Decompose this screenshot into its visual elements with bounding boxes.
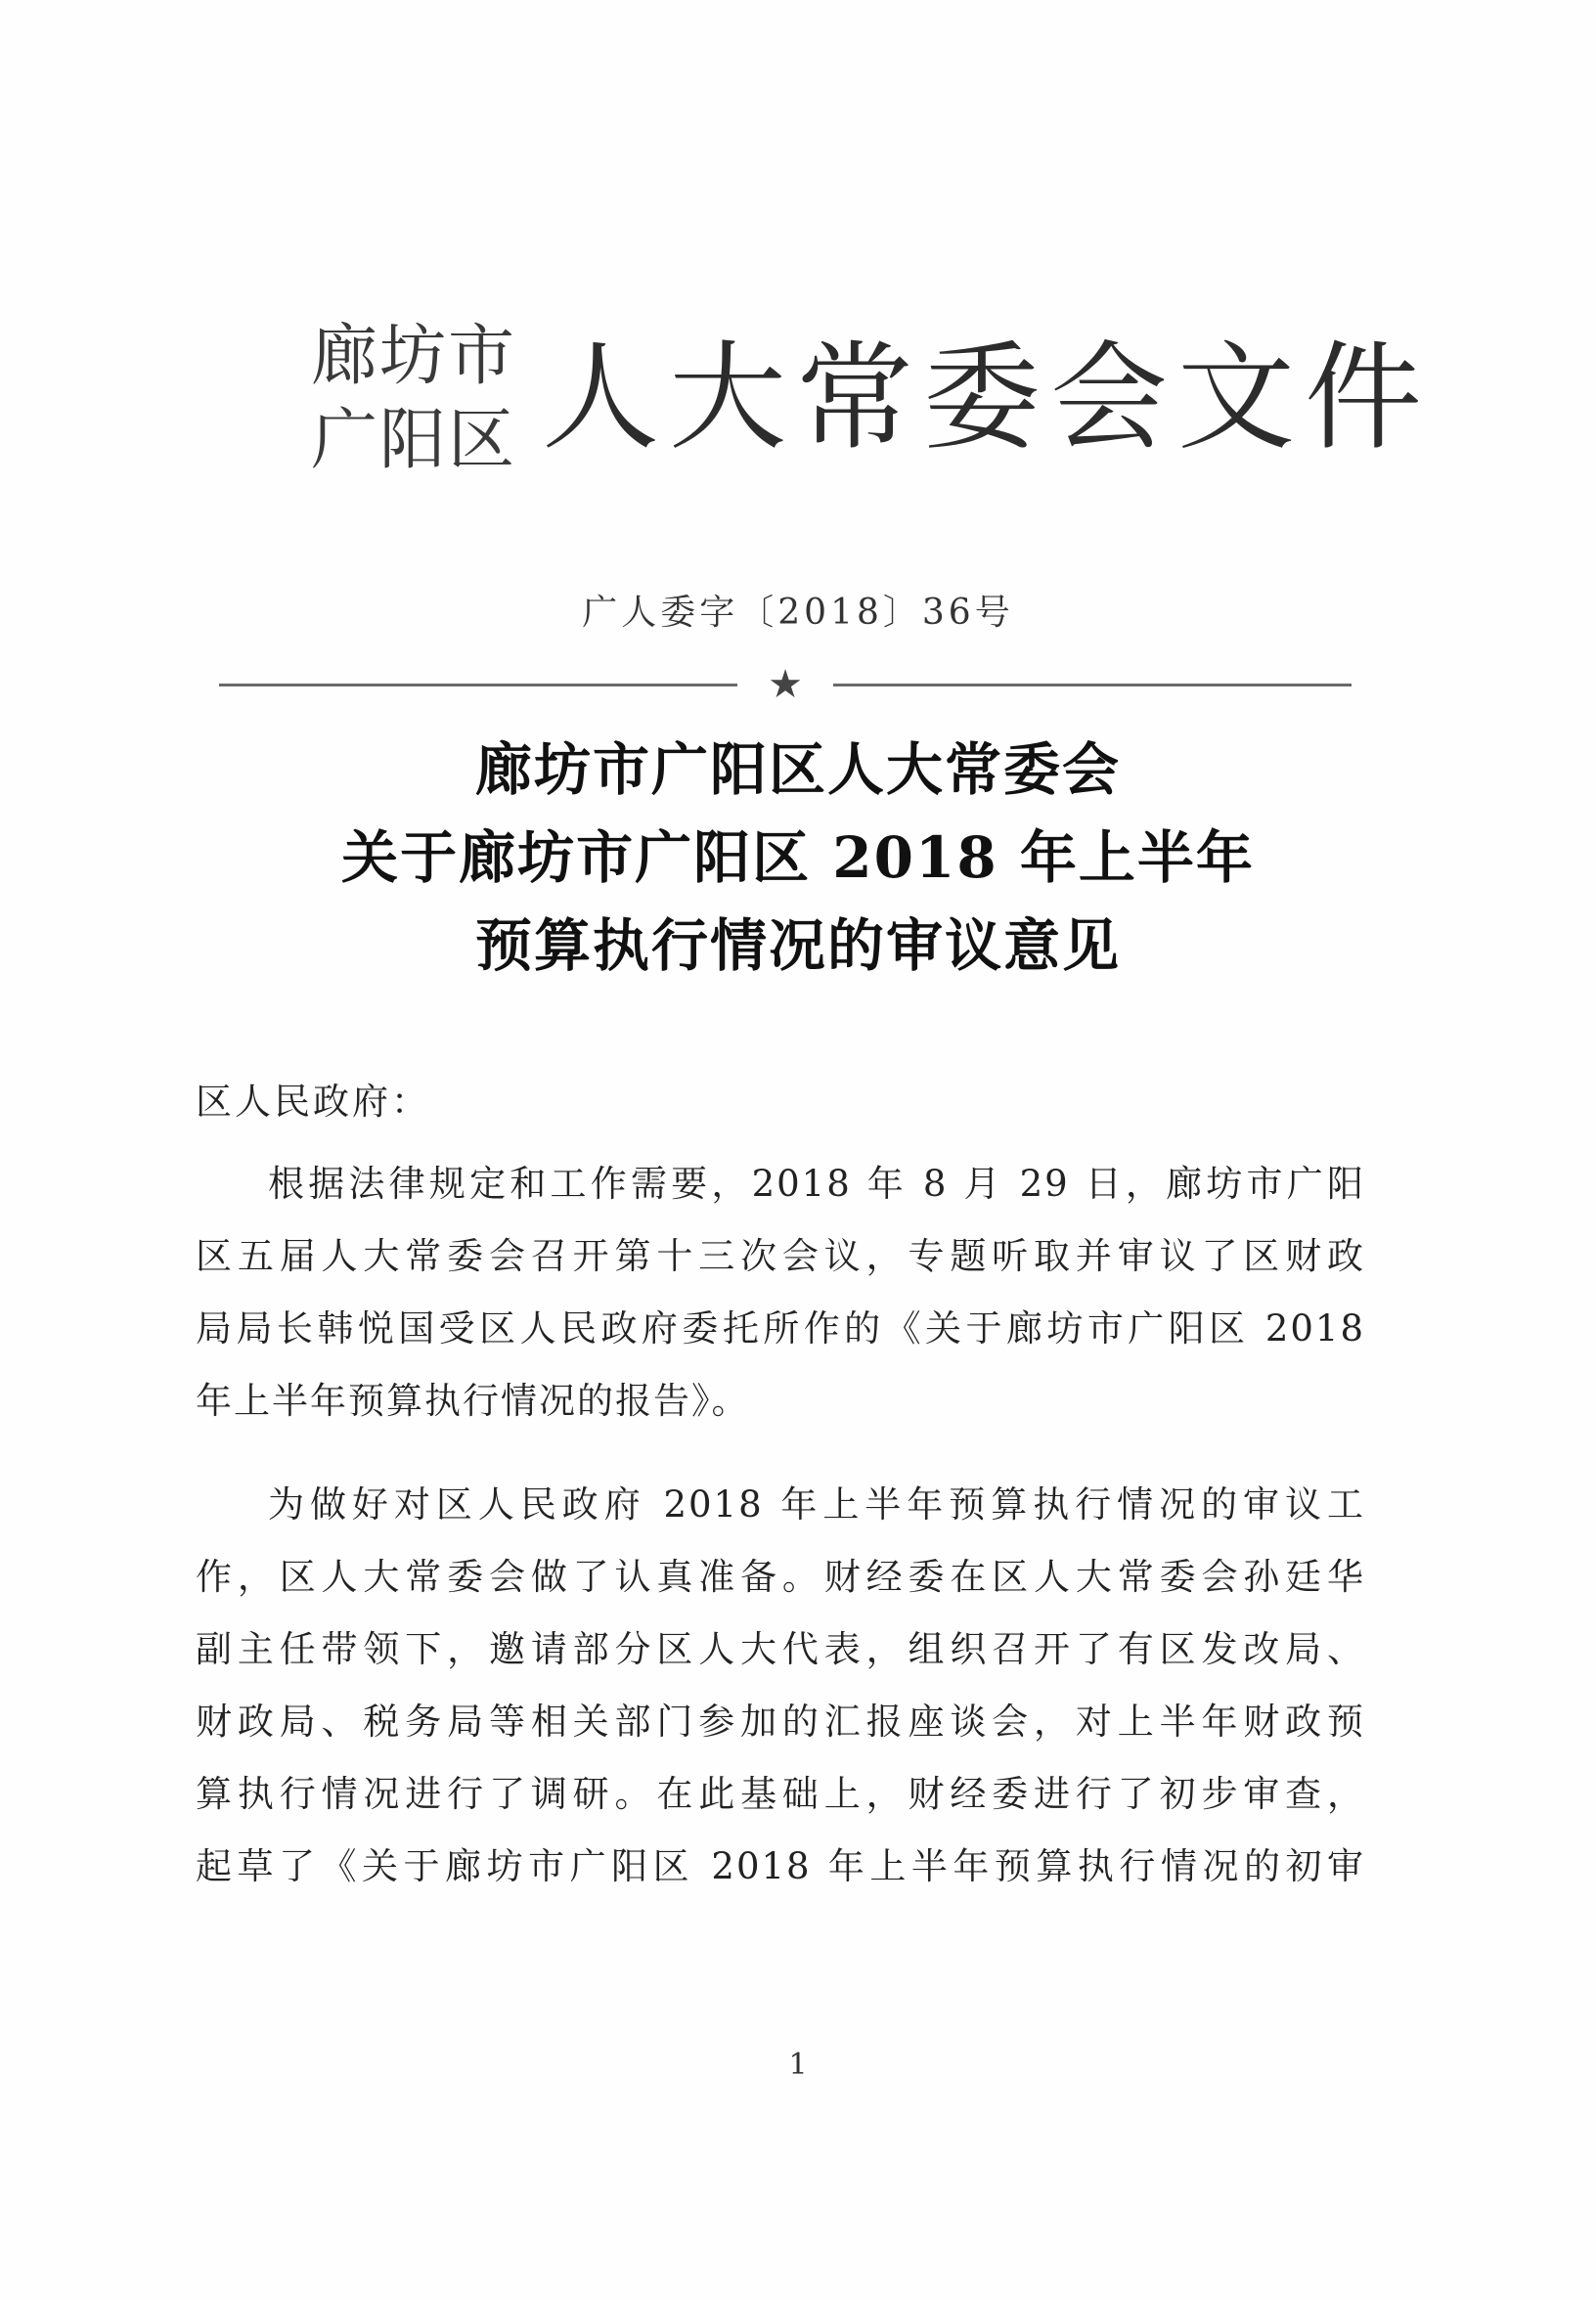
document-body	[196, 1148, 1365, 1903]
org-city: 廊坊市	[311, 318, 517, 395]
paragraph-gap	[196, 1438, 1365, 1469]
title-line-2: 关于廊坊市广阳区 2018 年上半年	[341, 824, 1255, 891]
document-header	[311, 315, 1432, 483]
title-line-3: 预算执行情况的审议意见	[474, 912, 1121, 979]
paragraph-2-line-3: 副主任带领下，邀请部分区人大代表，组织召开了有区发改局、	[196, 1628, 1365, 1670]
document-number: 广人委字〔2018〕36号	[582, 593, 1014, 633]
page-number: 1	[788, 2048, 808, 2082]
issuing-org	[311, 315, 516, 483]
paragraph-2-line-4: 财政局、税务局等相关部门参加的汇报座谈会，对上半年财政预	[196, 1701, 1365, 1743]
org-district: 广阳区	[311, 402, 517, 479]
paragraph-1-line-1: 根据法律规定和工作需要，2018 年 8 月 29 日，廊坊市广阳	[268, 1163, 1365, 1205]
divider-line-right	[833, 684, 1352, 686]
salutation: 区人民政府：	[196, 1081, 430, 1123]
star-icon: ★	[768, 662, 803, 707]
divider-line-left	[219, 684, 737, 686]
document-type-heading: 人大常委会文件	[542, 331, 1433, 466]
paragraph-2-line-2: 作，区人大常委会做了认真准备。财经委在区人大常委会孙廷华	[196, 1556, 1365, 1598]
header-divider	[219, 662, 1352, 707]
paragraph-1-line-4: 年上半年预算执行情况的报告》。	[196, 1380, 750, 1422]
paragraph-1-line-2: 区五届人大常委会召开第十三次会议，专题听取并审议了区财政	[196, 1235, 1365, 1277]
paragraph-2-line-6: 起草了《关于廊坊市广阳区 2018 年上半年预算执行情况的初审	[196, 1845, 1365, 1887]
title-line-1: 廊坊市广阳区人大常委会	[474, 736, 1121, 803]
paragraph-2-line-1: 为做好对区人民政府 2018 年上半年预算执行情况的审议工	[268, 1483, 1365, 1526]
document-title	[0, 726, 1596, 990]
paragraph-1-line-3: 局局长韩悦国受区人民政府委托所作的《关于廊坊市广阳区 2018	[196, 1307, 1365, 1349]
paragraph-2-line-5: 算执行情况进行了调研。在此基础上，财经委进行了初步审查，	[196, 1773, 1365, 1815]
